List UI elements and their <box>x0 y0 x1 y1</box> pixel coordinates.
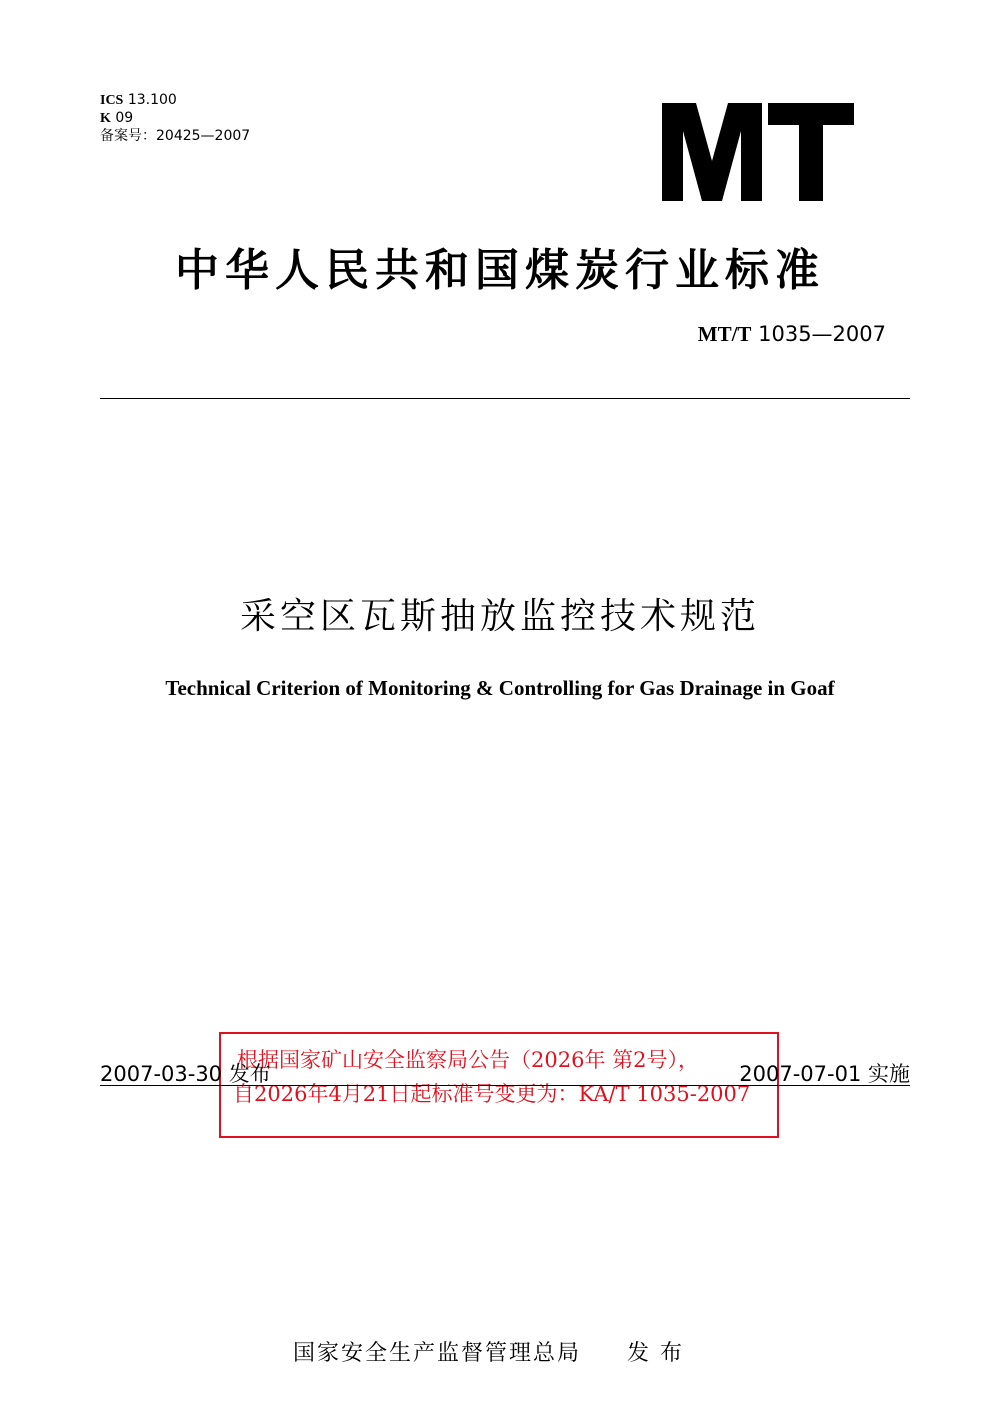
publisher-name: 国家安全生产监督管理总局 <box>293 1341 582 1366</box>
notice-line-2: 自2026年4月21日起标准号变更为：KA/T 1035-2007 <box>233 1082 751 1106</box>
standard-number-prefix: MT/T <box>697 322 752 346</box>
filing-number <box>100 127 250 145</box>
document-title-chinese: 采空区瓦斯抽放监控技术规范 <box>239 596 760 637</box>
ics-code <box>100 91 177 110</box>
filing-label: 备案号： <box>100 128 156 144</box>
standard-title: 中华人民共和国煤炭行业标准 <box>175 245 825 296</box>
implementation-date: 2007-07-01 实施 <box>739 1062 910 1086</box>
publisher-action: 发 布 <box>627 1341 685 1366</box>
filing-value: 20425—2007 <box>156 128 251 144</box>
top-divider <box>100 398 910 399</box>
bottom-divider <box>100 1085 910 1086</box>
issue-date: 2007-03-30 发布 <box>100 1062 271 1086</box>
classification-code <box>100 109 133 128</box>
k-value: 09 <box>115 110 134 126</box>
notice-line-1: 根据国家矿山安全监察局公告（2026年 第2号）， <box>237 1048 699 1072</box>
document-title-english: Technical Criterion of Monitoring & Controlling for Gas Drainage in Goaf <box>165 676 835 700</box>
standard-number-value: 1035—2007 <box>758 322 886 346</box>
mt-logo <box>662 103 854 201</box>
k-label: K <box>100 111 111 126</box>
publisher <box>293 1336 684 1367</box>
ics-value: 13.100 <box>127 92 177 108</box>
standard-number <box>698 322 886 347</box>
ics-label: ICS <box>100 93 124 108</box>
